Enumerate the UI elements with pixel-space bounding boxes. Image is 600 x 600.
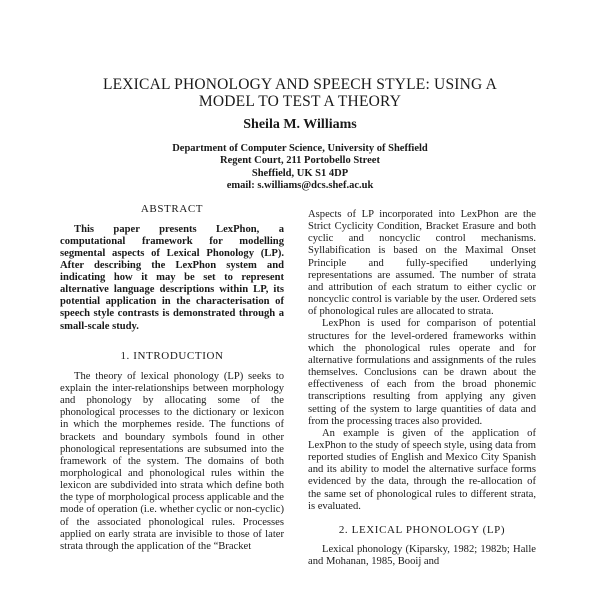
- right-column: [308, 209, 536, 568]
- author-name: Sheila M. Williams: [243, 117, 357, 132]
- section-2-paragraph: Lexical phonology (Kiparsky, 1982; 1982b; Halle and Mohanan, 1985, Booij and: [308, 544, 536, 568]
- title-line-2: MODEL TO TEST A THEORY: [198, 93, 402, 110]
- title-line-1: LEXICAL PHONOLOGY AND SPEECH STYLE: USING A: [102, 76, 498, 93]
- right-paragraph-1: Aspects of LP incorporated into LexPhon are the Strict Cyclicity Condition, Bracket Erasure and both cyclic and noncyclic control mechanisms. Syllabification is based on the Maximal Onset Principle and fully-specified underlying representations are assumed. The number of strata and attribution of each stratum to either cyclic or noncyclic control is variable by the user. Ordered sets of phonological rules are allocated to strata.: [308, 209, 536, 318]
- affiliation-email: email: s.williams@dcs.shef.ac.uk: [226, 179, 374, 191]
- author-affiliation: [60, 143, 540, 192]
- left-column: [60, 203, 284, 553]
- section-2-heading: 2. LEXICAL PHONOLOGY (LP): [338, 523, 506, 536]
- right-paragraph-3: An example is given of the application of LexPhon to the study of speech style, using data from reported studies of English and Mexico City Spanish and its ability to model the alternative surface forms evidenced by the data, through the re-allocation of the same set of phonological rules to different strata, is evaluated.: [308, 427, 536, 512]
- right-paragraph-2: LexPhon is used for comparison of potential structures for the level-ordered frameworks within which the phonological rules operate and for alternative formulations and assignments of the rules themselves. Conclusions can be drawn about the effectiveness of each from the broad phonemic transcriptions resulting from applying any given setting of the system to large quantities of data and from the processing traces also provided.: [308, 318, 536, 427]
- affiliation-department: Department of Computer Science, University of Sheffield: [172, 143, 428, 154]
- affiliation-city: Sheffield, UK S1 4DP: [251, 167, 349, 179]
- abstract-heading: ABSTRACT: [140, 203, 204, 215]
- section-1-paragraph: The theory of lexical phonology (LP) seeks to explain the inter-relationships between morphology and phonology by allocating some of the phonological processes to the dictionary or lexicon in which the morphemes reside. The functions of brackets and boundary symbols found in other phonological representations are subsumed into the framework of the system. The domains of both morphological and phonological rules within the lexicon are subdivided into strata which define both the type of morphological process applicable and the mode of operation (i.e. whether cyclic or non-cyclic) of the associated phonological rules. Processes applied on early strata are invisible to those of later strata through the application of the “Bracket: [60, 370, 284, 552]
- section-1-heading: 1. INTRODUCTION: [120, 349, 224, 362]
- affiliation-street: Regent Court, 211 Portobello Street: [220, 155, 380, 167]
- paper-title: [60, 76, 540, 110]
- abstract-text: This paper presents LexPhon, a computational framework for modelling segmental aspects of Lexical Phonology (LP). After describing the LexPhon system and indicating how it may be set to represent alternative language descriptions within LP, its potential application in the characterisation of speech style contrasts is demonstrated through a small-scale study.: [60, 224, 284, 332]
